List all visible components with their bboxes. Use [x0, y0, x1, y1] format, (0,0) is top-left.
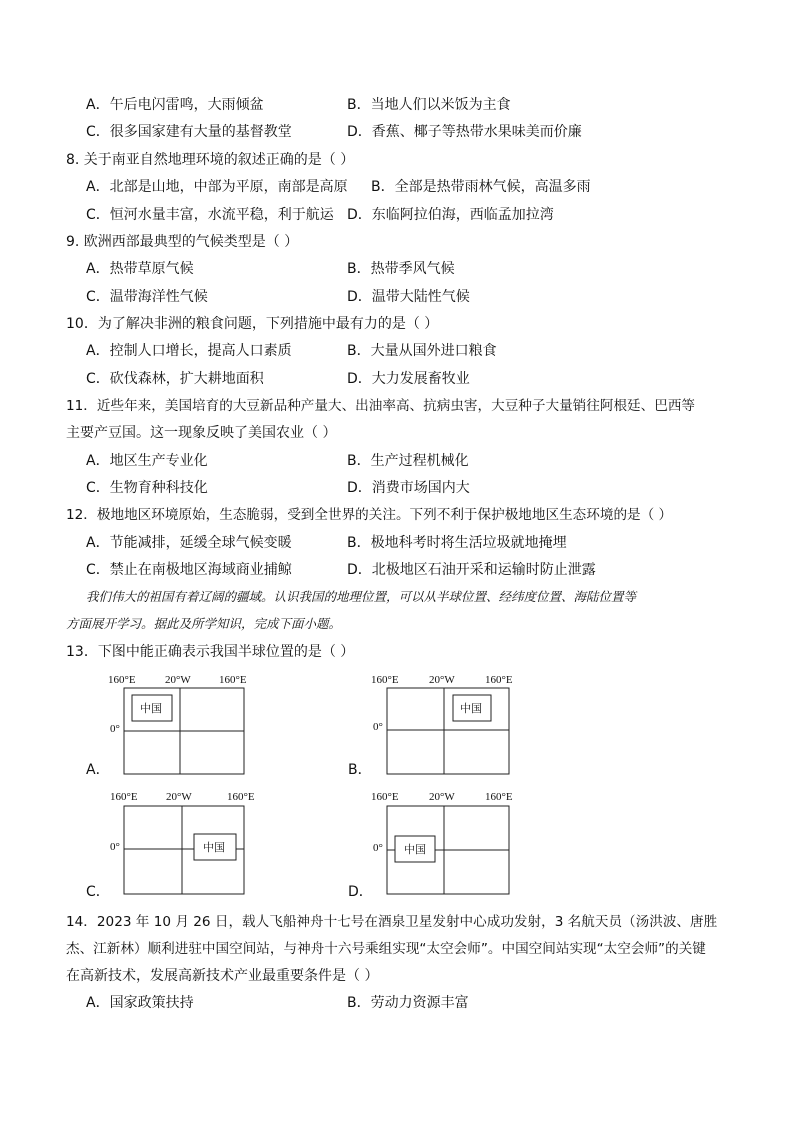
map-c-label-160e-right: 160°E: [227, 791, 255, 803]
q14-stem-line1: 14．2023 年 10 月 26 日，载人飞船神舟十七号在酒泉卫星发射中心成功发射，3 名航天员（汤洪波、唐胜: [66, 914, 718, 930]
q8-option-b: B．全部是热带雨林气候，高温多雨: [371, 179, 591, 195]
map-b-label-160e-right: 160°E: [485, 674, 513, 686]
map-a-china-box: 中国: [140, 703, 162, 715]
q10-option-d: D．大力发展畜牧业: [347, 371, 470, 387]
map-b-label-160e-left: 160°E: [371, 674, 399, 686]
q11-stem-line1: 11．近些年来，美国培育的大豆新品种产量大、出油率高、抗病虫害，大豆种子大量销往阿根廷、巴西等: [66, 398, 696, 414]
q12-option-d: D．北极地区石油开采和运输时防止泄露: [347, 562, 596, 578]
q12-option-c: C．禁止在南极地区海域商业捕鲸: [86, 562, 292, 578]
map-b-label-20w: 20°W: [429, 674, 455, 686]
map-a-label-equator: 0°: [110, 723, 120, 735]
map-a-label-20w: 20°W: [165, 674, 191, 686]
q13-map-b: [367, 670, 517, 780]
q9-stem: 9. 欧洲西部最典型的气候类型是（ ）: [66, 234, 299, 250]
map-a-label-160e-left: 160°E: [108, 674, 136, 686]
q14-stem-line2: 杰、江新林）顺利进驻中国空间站，与神舟十六号乘组实现“太空会师”。中国空间站实现“太空会师”的关键: [66, 941, 706, 957]
q9-option-b: B．热带季风气候: [347, 261, 455, 277]
q14-option-b: B．劳动力资源丰富: [347, 995, 469, 1011]
q11-option-c: C．生物育种科技化: [86, 480, 208, 496]
q8-option-c: C．恒河水量丰富，水流平稳，利于航运: [86, 207, 334, 223]
map-c-label-160e-left: 160°E: [110, 791, 138, 803]
q11-stem-line2: 主要产豆国。这一现象反映了美国农业（ ）: [66, 425, 337, 441]
q9-option-d: D．温带大陆性气候: [347, 289, 470, 305]
map-c-china-box: 中国: [203, 842, 225, 854]
q13-map-a: [104, 670, 254, 780]
q10-stem: 10．为了解决非洲的粮食问题，下列措施中最有力的是（ ）: [66, 316, 439, 332]
q10-option-b: B．大量从国外进口粮食: [347, 343, 497, 359]
q10-option-c: C．砍伐森林，扩大耕地面积: [86, 371, 264, 387]
q10-option-a: A．控制人口增长，提高人口素质: [86, 343, 292, 359]
q11-option-d: D．消费市场国内大: [347, 480, 470, 496]
q11-option-b: B．生产过程机械化: [347, 453, 469, 469]
q7-option-c: C．很多国家建有大量的基督教堂: [86, 124, 292, 140]
q8-stem: 8. 关于南亚自然地理环境的叙述正确的是（ ）: [66, 152, 355, 168]
q7-option-b: B．当地人们以米饭为主食: [347, 97, 511, 113]
q12-option-a: A．节能减排，延缓全球气候变暖: [86, 535, 292, 551]
q14-stem-line3: 在高新技术，发展高新技术产业最重要条件是（ ）: [66, 968, 379, 984]
q13-stem: 13．下图中能正确表示我国半球位置的是（ ）: [66, 644, 355, 660]
q11-option-a: A．地区生产专业化: [86, 453, 208, 469]
q13-map-c-letter: C．: [86, 884, 110, 900]
q13-map-a-letter: A．: [86, 762, 110, 778]
q9-option-c: C．温带海洋性气候: [86, 289, 208, 305]
q7-option-a: A．午后电闪雷鸣，大雨倾盆: [86, 97, 264, 113]
q13-map-c: [104, 788, 254, 900]
q9-option-a: A．热带草原气候: [86, 261, 194, 277]
passage-line1: 我们伟大的祖国有着辽阔的疆域。认识我国的地理位置，可以从半球位置、经纬度位置、海陆位置等: [86, 589, 637, 604]
map-b-label-equator: 0°: [373, 721, 383, 733]
map-c-label-20w: 20°W: [166, 791, 192, 803]
map-d-label-20w: 20°W: [429, 791, 455, 803]
q8-option-d: D．东临阿拉伯海，西临孟加拉湾: [347, 207, 554, 223]
map-d-label-160e-right: 160°E: [485, 791, 513, 803]
q12-stem: 12．极地地区环境原始，生态脆弱，受到全世界的关注。下列不利于保护极地地区生态环境的是（ ）: [66, 507, 673, 523]
q12-option-b: B．极地科考时将生活垃圾就地掩埋: [347, 535, 567, 551]
q13-map-d-letter: D．: [348, 884, 373, 900]
map-c-label-equator: 0°: [110, 841, 120, 853]
map-d-china-box: 中国: [404, 844, 426, 856]
q8-option-a: A．北部是山地，中部为平原，南部是高原: [86, 179, 348, 195]
q13-map-d: [367, 788, 517, 900]
map-d-label-160e-left: 160°E: [371, 791, 399, 803]
q7-option-d: D．香蕉、椰子等热带水果味美而价廉: [347, 124, 582, 140]
passage-line2: 方面展开学习。据此及所学知识，完成下面小题。: [66, 616, 342, 631]
map-d-label-equator: 0°: [373, 842, 383, 854]
map-b-china-box: 中国: [460, 703, 482, 715]
map-a-label-160e-right: 160°E: [219, 674, 247, 686]
q13-map-b-letter: B．: [348, 762, 372, 778]
q14-option-a: A．国家政策扶持: [86, 995, 194, 1011]
